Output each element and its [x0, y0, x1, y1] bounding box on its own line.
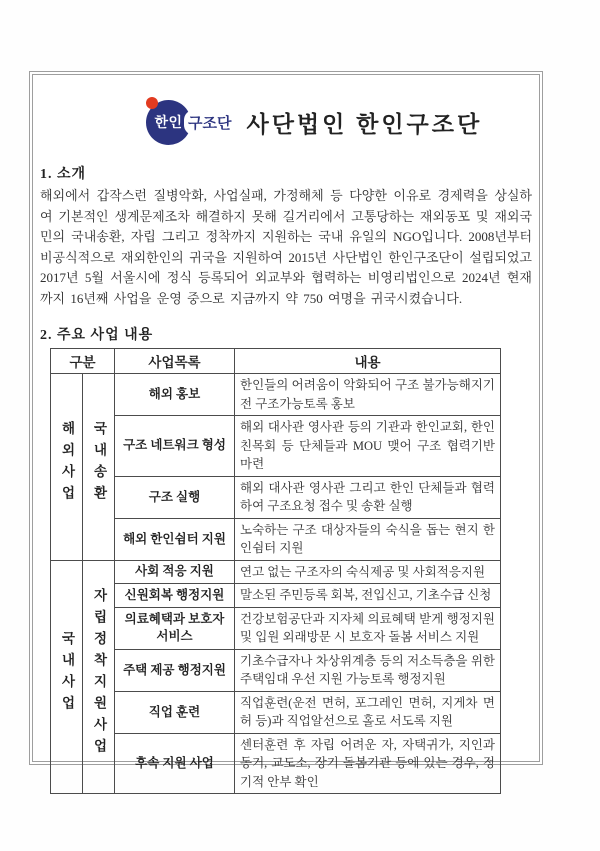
- category-label: 해외사업: [59, 421, 75, 508]
- logo-side-text: 구조단: [184, 110, 233, 135]
- org-logo: [146, 100, 233, 145]
- header-program: 사업목록: [115, 349, 235, 374]
- table-row: [51, 607, 501, 649]
- program-cell: 구조 네트워크 형성: [115, 416, 235, 477]
- business-table: [50, 348, 501, 794]
- program-cell: 해외 홍보: [115, 374, 235, 416]
- program-cell: 신원회복 행정지원: [115, 584, 235, 608]
- description-cell: 노숙하는 구조 대상자들의 숙식을 돕는 현지 한인쉼터 지원: [235, 518, 501, 560]
- logo-red-dot-icon: [146, 97, 158, 109]
- program-cell: 해외 한인쉼터 지원: [115, 518, 235, 560]
- table-row: [51, 691, 501, 733]
- category-cell-domestic-repatriation: [83, 374, 115, 561]
- description-cell: 건강보험공단과 지자체 의료혜택 받게 행정지원 및 입원 외래방문 시 보호자 돌봄 서비스 지원: [235, 607, 501, 649]
- page-title: 사단법인 한인구조단: [246, 111, 483, 137]
- section-business-heading: 2. 주요 사업 내용: [40, 328, 154, 343]
- description-cell: 직업훈련(운전 면허, 포그레인 면허, 지게차 면허 등)과 직업알선으로 홀로 서도록 지원: [235, 691, 501, 733]
- description-cell: 연고 없는 구조자의 숙식제공 및 사회적응지원: [235, 560, 501, 584]
- category-cell-overseas-business: [51, 374, 83, 561]
- category-cell-domestic-business: [51, 560, 83, 794]
- category-label: 국내송환: [91, 421, 107, 508]
- section-business: [40, 324, 532, 794]
- section-intro-paragraph: 해외에서 갑작스런 질병악화, 사업실패, 가정해체 등 다양한 이유로 경제력을 상실하여 기본적인 생계문제조차 해결하지 못해 길거리에서 고통당하는 재외동포 및 재외국민의 국내송환, 자립 그리고 정착까지 지원하는 국내 유일의 NGO입니다. 2008년부터 비공식적으로 재외한인의 귀국을 지원하여 2015년 사단법인 한인구조단이 설립되었고 2017년 5월 서울시에 정식 등록되어 외교부와 협력하는 비영리법인으로 2024년 현재까지 16년째 사업을 운영 중으로 지금까지 약 750 여명을 귀국시켰습니다.: [40, 188, 532, 306]
- program-cell: 주택 제공 행정지원: [115, 649, 235, 691]
- document-page: [29, 71, 543, 789]
- table-header-row: [51, 349, 501, 374]
- section-intro: [40, 163, 532, 309]
- category-cell-settlement-support: [83, 560, 115, 794]
- document-header: [146, 97, 532, 147]
- description-cell: 해외 대사관 영사관 그리고 한인 단체들과 협력하여 구조요청 접수 및 송환 실행: [235, 476, 501, 518]
- table-row: [51, 518, 501, 560]
- table-row: [51, 560, 501, 584]
- section-intro-heading: 1. 소개: [40, 167, 87, 182]
- program-cell: 구조 실행: [115, 476, 235, 518]
- header-category: 구분: [51, 349, 115, 374]
- description-cell: 센터훈련 후 자립 어려운 자, 자택귀가, 지인과 동거, 교도소, 장기 돌봄기관 등에 있는 경우, 정기적 안부 확인: [235, 733, 501, 794]
- description-cell: 말소된 주민등록 회복, 전입신고, 기초수급 신청: [235, 584, 501, 608]
- table-row: [51, 584, 501, 608]
- program-cell: 직업 훈련: [115, 691, 235, 733]
- program-cell: 사회 적응 지원: [115, 560, 235, 584]
- description-cell: 한인들의 어려움이 악화되어 구조 불가능해지기 전 구조가능토록 홍보: [235, 374, 501, 416]
- description-cell: 해외 대사관 영사관 등의 기관과 한인교회, 한인친목회 등 단체들과 MOU 맺어 구조 협력기반 마련: [235, 416, 501, 477]
- category-label: 국내사업: [59, 631, 75, 718]
- table-row: [51, 374, 501, 416]
- program-cell: 의료혜택과 보호자 서비스: [115, 607, 235, 649]
- description-cell: 기초수급자나 차상위계층 등의 저소득층을 위한 주택임대 우선 지원 가능토록 행정지원: [235, 649, 501, 691]
- category-label: 자립정착지원사업: [91, 588, 107, 761]
- table-row: [51, 649, 501, 691]
- table-row: [51, 733, 501, 794]
- table-row: [51, 416, 501, 477]
- header-description: 내용: [235, 349, 501, 374]
- table-row: [51, 476, 501, 518]
- program-cell: 후속 지원 사업: [115, 733, 235, 794]
- logo-circle-text: 한인: [154, 114, 183, 130]
